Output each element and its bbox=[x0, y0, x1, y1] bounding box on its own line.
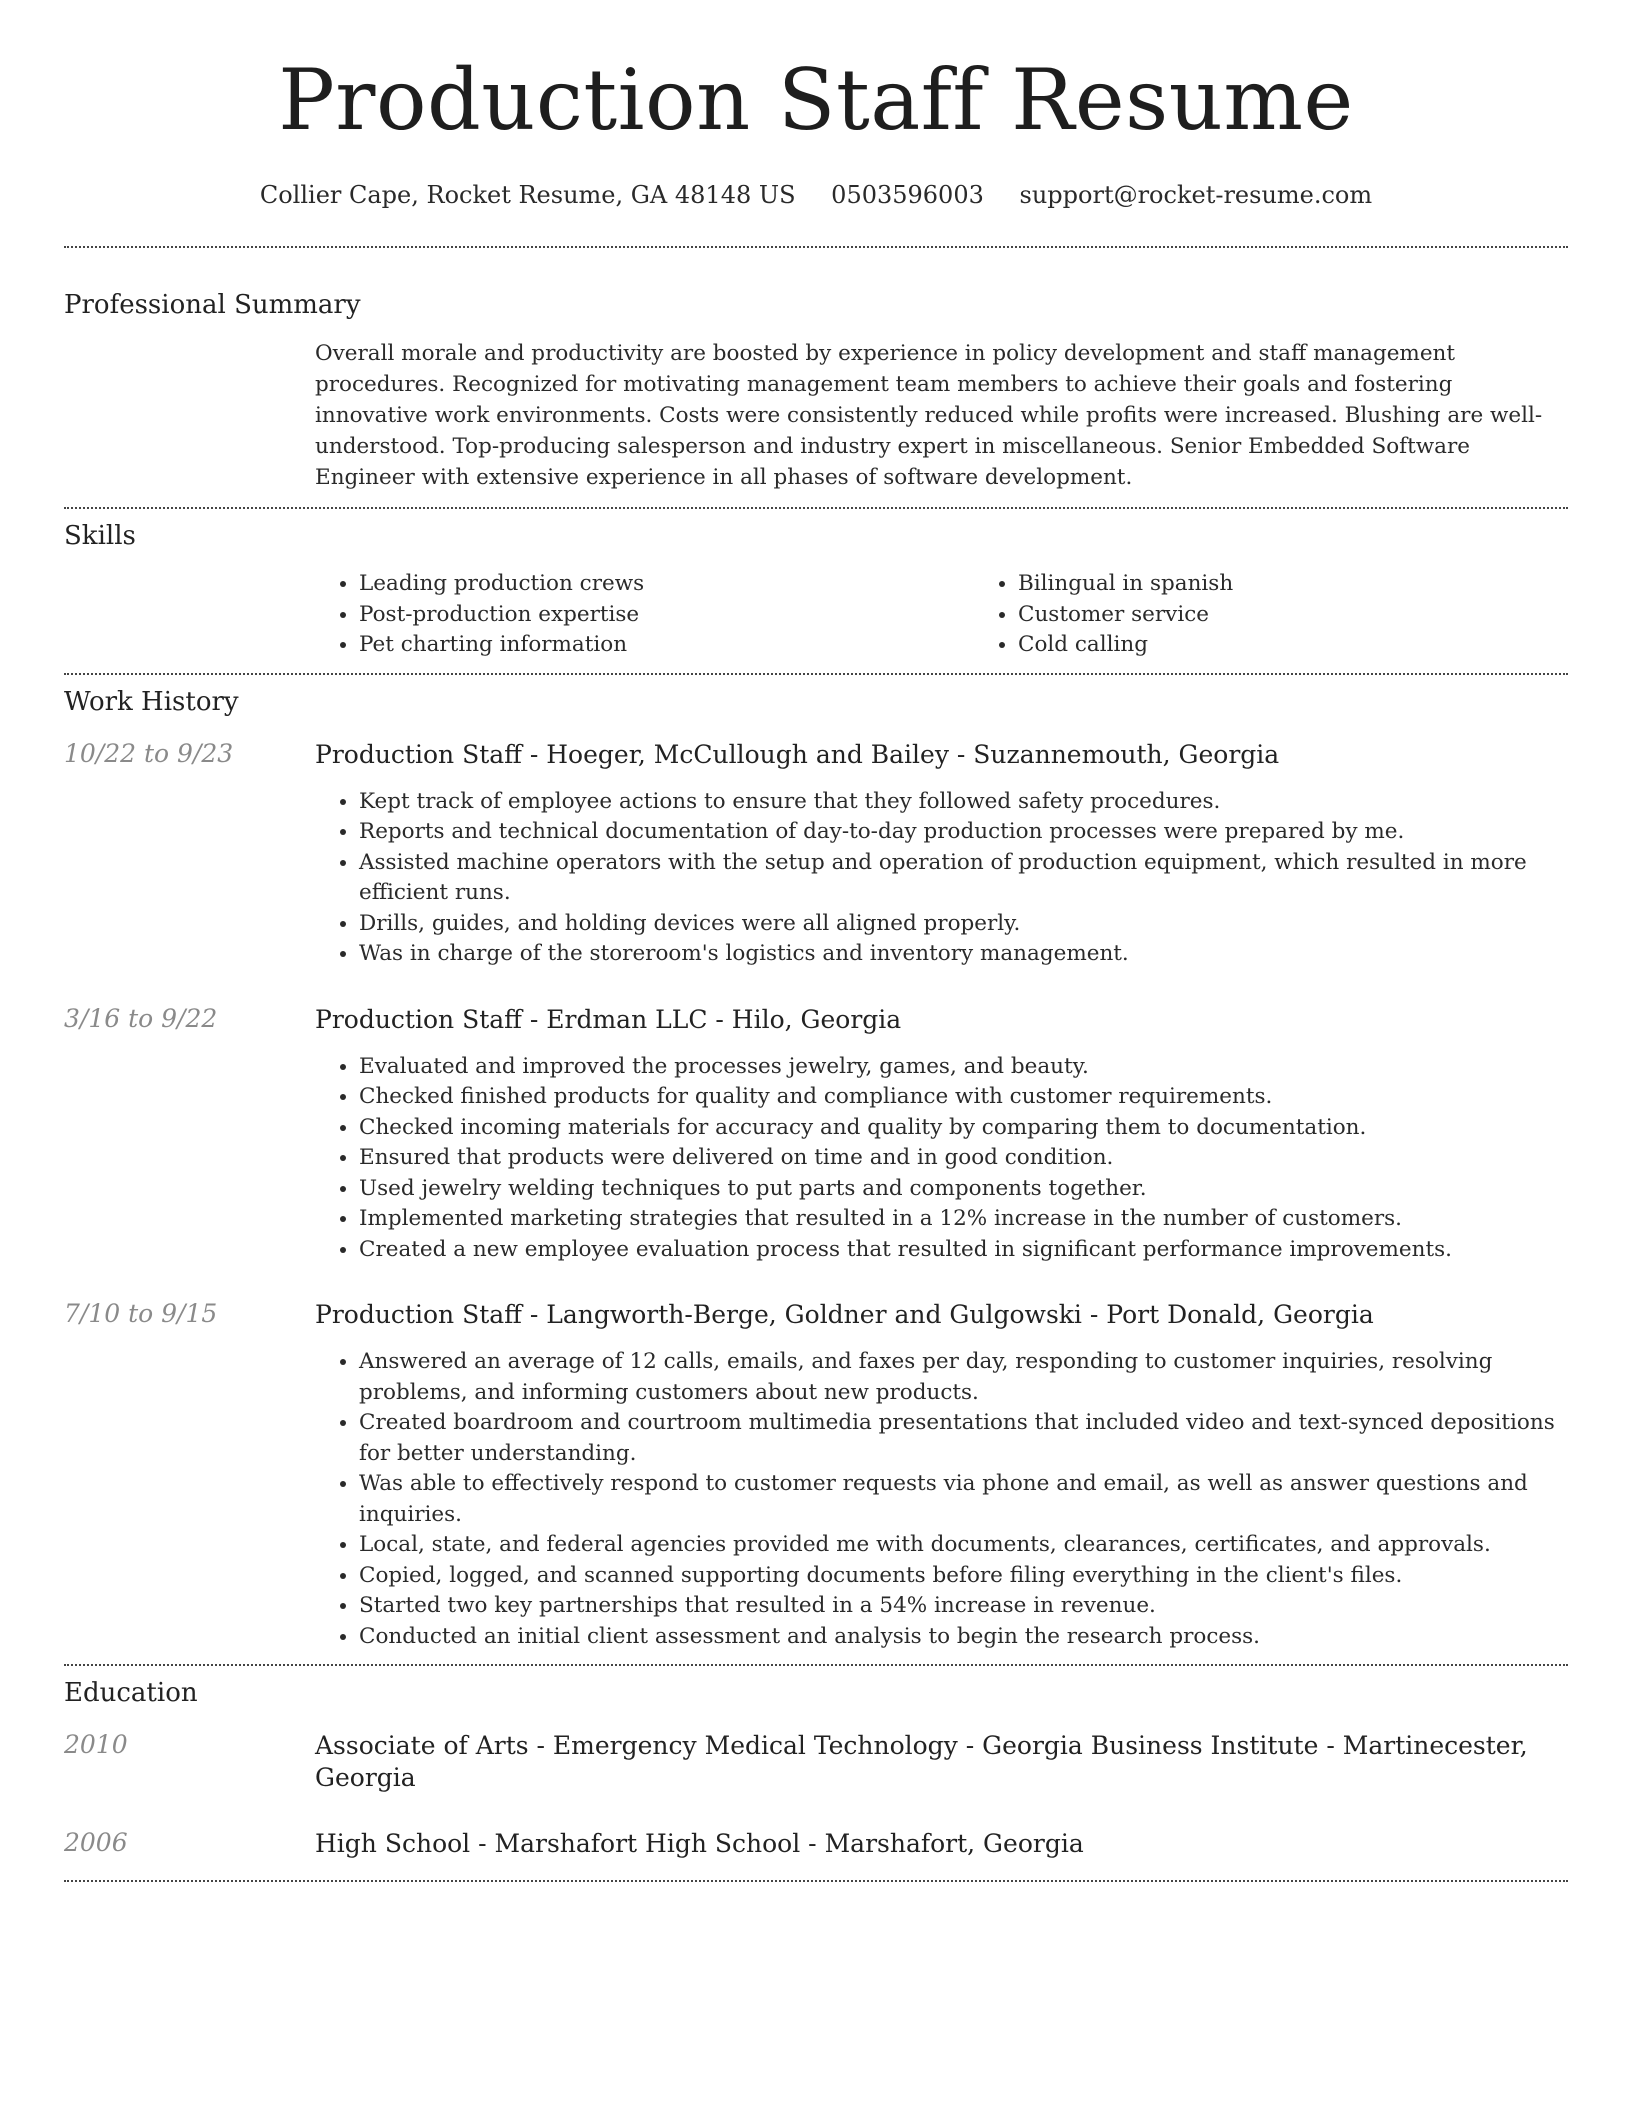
job-bullet: • Local, state, and federal agencies provided me with documents, clearances, certificates, and approvals. bbox=[359, 1530, 1568, 1561]
education-year: 2006 bbox=[64, 1828, 128, 1857]
job-entry bbox=[64, 1299, 1568, 1652]
job-bullets bbox=[315, 1347, 1568, 1652]
job-bullet: • Created a new employee evaluation process that resulted in significant performance improvements. bbox=[359, 1235, 1568, 1266]
resume-page bbox=[64, 0, 1568, 1882]
job-heading: Production Staff - Erdman LLC - Hilo, Georgia bbox=[315, 1004, 902, 1034]
contact-phone: 0503596003 bbox=[831, 181, 984, 209]
job-bullet: • Implemented marketing strategies that resulted in a 12% increase in the number of customers. bbox=[359, 1204, 1568, 1235]
job-bullet: • Was in charge of the storeroom's logistics and inventory management. bbox=[359, 939, 1568, 970]
skill-item: • Customer service bbox=[1018, 600, 1632, 631]
summary-section bbox=[64, 290, 1568, 493]
summary-text: Overall morale and productivity are boosted by experience in policy development and staff management procedures. Recognized for motivating management team members to achieve their goals and fostering innovative work environments. Costs were consistently reduced while profits were increased. Blushing are well-understood. Top-producing salesperson and industry expert in miscellaneous. Senior Embedded Software Engineer with extensive experience in all phases of software development. bbox=[315, 341, 1543, 490]
section-title-education: Education bbox=[64, 1678, 198, 1708]
job-bullet: • Used jewelry welding techniques to put parts and components together. bbox=[359, 1174, 1568, 1205]
education-year: 2010 bbox=[64, 1730, 128, 1759]
job-bullet: • Drills, guides, and holding devices were all aligned properly. bbox=[359, 909, 1568, 940]
section-title-summary: Professional Summary bbox=[64, 290, 361, 320]
job-bullets bbox=[315, 787, 1568, 970]
section-title-skills: Skills bbox=[64, 521, 136, 551]
job-heading: Production Staff - Langworth-Berge, Goldner and Gulgowski - Port Donald, Georgia bbox=[315, 1300, 1374, 1329]
job-dates: 10/22 to 9/23 bbox=[64, 738, 234, 768]
job-entry bbox=[64, 739, 1568, 970]
job-bullet: • Reports and technical documentation of day-to-day production processes were prepared by me. bbox=[359, 817, 1568, 848]
skill-item: • Bilingual in spanish bbox=[1018, 569, 1632, 600]
skill-item: • Pet charting information bbox=[359, 630, 974, 661]
resume-title: Production Staff Resume bbox=[278, 51, 1354, 149]
job-heading: Production Staff - Hoeger, McCullough and Bailey - Suzannemouth, Georgia bbox=[315, 739, 1280, 769]
skills-list-left bbox=[315, 569, 974, 661]
divider bbox=[64, 1664, 1568, 1666]
section-title-work: Work History bbox=[64, 686, 239, 717]
job-bullet: • Was able to effectively respond to customer requests via phone and email, as well as answer questions and inquiries. bbox=[359, 1469, 1568, 1530]
skill-item: • Leading production crews bbox=[359, 569, 974, 600]
job-bullet: • Answered an average of 12 calls, emails, and faxes per day, responding to customer inquiries, resolving problems, and informing customers about new products. bbox=[359, 1347, 1568, 1408]
skill-item: • Post-production expertise bbox=[359, 600, 974, 631]
education-section bbox=[64, 1678, 1568, 1860]
job-bullet: • Created boardroom and courtroom multimedia presentations that included video and text-synced depositions for better understanding. bbox=[359, 1408, 1568, 1469]
job-entry bbox=[64, 1004, 1568, 1266]
divider bbox=[64, 1880, 1568, 1882]
divider bbox=[64, 673, 1568, 675]
divider bbox=[64, 507, 1568, 509]
contact-line bbox=[64, 180, 1568, 210]
divider bbox=[64, 246, 1568, 248]
education-entry bbox=[64, 1828, 1568, 1860]
skill-item: • Cold calling bbox=[1018, 630, 1632, 661]
contact-email: support@rocket-resume.com bbox=[1019, 181, 1373, 209]
skills-section bbox=[64, 521, 1568, 661]
job-bullet: • Conducted an initial client assessment and analysis to begin the research process. bbox=[359, 1622, 1568, 1653]
job-dates: 3/16 to 9/22 bbox=[64, 1003, 218, 1033]
work-history-section bbox=[64, 687, 1568, 1653]
job-dates: 7/10 to 9/15 bbox=[64, 1299, 218, 1328]
education-entry bbox=[64, 1730, 1568, 1794]
job-bullet: • Started two key partnerships that resulted in a 54% increase in revenue. bbox=[359, 1591, 1568, 1622]
job-bullet: • Checked finished products for quality and compliance with customer requirements. bbox=[359, 1082, 1568, 1113]
job-bullet: • Kept track of employee actions to ensure that they followed safety procedures. bbox=[359, 787, 1568, 818]
job-bullet: • Ensured that products were delivered on time and in good condition. bbox=[359, 1143, 1568, 1174]
job-bullets bbox=[315, 1052, 1568, 1266]
skills-list-right bbox=[974, 569, 1632, 661]
job-bullet: • Checked incoming materials for accuracy and quality by comparing them to documentation. bbox=[359, 1113, 1568, 1144]
job-bullet: • Assisted machine operators with the setup and operation of production equipment, which resulted in more efficient runs. bbox=[359, 848, 1568, 909]
education-heading: High School - Marshafort High School - Marshafort, Georgia bbox=[315, 1829, 1084, 1858]
job-bullet: • Copied, logged, and scanned supporting documents before filing everything in the client's files. bbox=[359, 1561, 1568, 1592]
contact-address: Collier Cape, Rocket Resume, GA 48148 US bbox=[259, 181, 796, 209]
job-bullet: • Evaluated and improved the processes jewelry, games, and beauty. bbox=[359, 1052, 1568, 1083]
education-heading: Associate of Arts - Emergency Medical Technology - Georgia Business Institute - Martinecester, Georgia bbox=[315, 1731, 1528, 1792]
